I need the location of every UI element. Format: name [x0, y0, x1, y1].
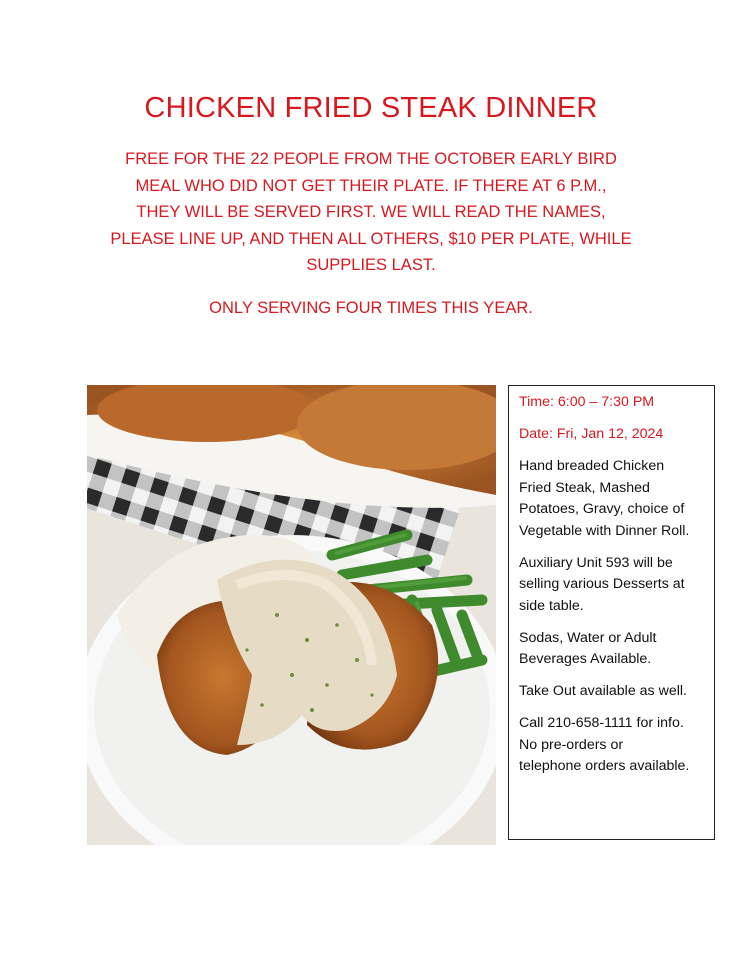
dessert-line: selling various Desserts at — [519, 576, 685, 592]
event-date: Date: Fri, Jan 12, 2024 — [519, 426, 664, 442]
menu-line: Potatoes, Gravy, choice of — [519, 501, 685, 517]
contact-line: No pre-orders or — [519, 736, 624, 753]
serving-note: ONLY SERVING FOUR TIMES THIS YEAR. — [209, 299, 533, 317]
menu-line: Hand breaded Chicken — [519, 458, 665, 474]
intro-line: MEAL WHO DID NOT GET THEIR PLATE. IF THERE AT 6 P.M., — [135, 176, 607, 195]
menu-line: Vegetable with Dinner Roll. — [519, 522, 690, 539]
dessert-line: Auxiliary Unit 593 will be — [519, 554, 673, 571]
intro-line: FREE FOR THE 22 PEOPLE FROM THE OCTOBER EARLY BIRD — [125, 150, 617, 168]
intro-line: PLEASE LINE UP, AND THEN ALL OTHERS, $10 PER PLATE, WHILE — [110, 229, 632, 248]
intro-paragraph — [70, 146, 672, 279]
takeout-note: Take Out available as well. — [519, 683, 687, 699]
drinks-line: Beverages Available. — [519, 651, 652, 667]
dessert-line: side table. — [519, 597, 584, 614]
contact-note — [519, 713, 708, 778]
menu-line: Fried Steak, Mashed — [519, 479, 650, 496]
beverages-note — [519, 628, 708, 671]
drinks-line: Sodas, Water or Adult — [519, 629, 657, 646]
flyer-title: CHICKEN FRIED STEAK DINNER — [144, 92, 598, 124]
menu-description — [519, 456, 708, 542]
intro-line: THEY WILL BE SERVED FIRST. WE WILL READ THE NAMES, — [136, 203, 606, 221]
dessert-note — [519, 553, 708, 618]
event-time: Time: 6:00 – 7:30 PM — [519, 394, 655, 410]
chicken-fried-steak-photo — [87, 385, 496, 845]
contact-line: telephone orders available. — [519, 758, 690, 774]
event-details-box — [508, 385, 715, 840]
intro-line: SUPPLIES LAST. — [306, 256, 436, 274]
contact-line: Call 210-658-1111 for info. — [519, 715, 684, 731]
